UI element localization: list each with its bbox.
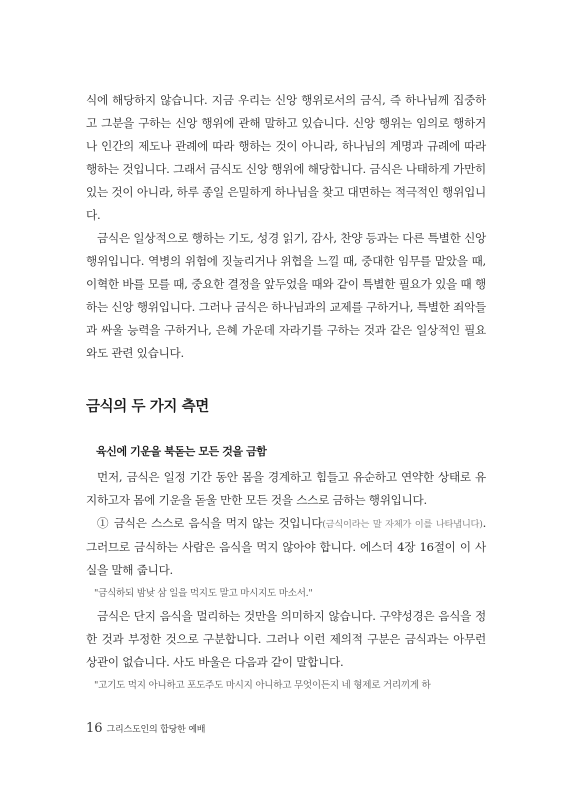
page-number: 16 bbox=[86, 721, 103, 736]
body-text-top bbox=[86, 89, 486, 365]
paragraph-4-main: ① 금식은 스스로 음식을 먹지 않는 것입니다 bbox=[97, 516, 323, 530]
section-heading: 금식의 두 가지 측면 bbox=[86, 399, 209, 415]
body-text-bottom bbox=[86, 466, 486, 697]
sub-heading: 육신에 기운을 북돋는 모든 것을 금함 bbox=[96, 445, 267, 458]
paragraph-4-note: (금식이라는 말 자체가 이를 나타냅니다) bbox=[322, 519, 483, 530]
paragraph-2: 금식은 일상적으로 행하는 기도, 성경 읽기, 감사, 찬양 등과는 다른 특별한 신앙 행위입니다. 역병의 위험에 짓눌리거나 위협을 느낄 때, 중대한 임무를 맡았을 때, 이혁한 바를 모를 때, 중요한 결정을 앞두었을 때와 같이 특별한 필요가 있을 때 행하는 신앙 행위입니다. 그러나 금식은 하나님과의 교제를 구하거나, 특별한 죄악들과 싸울 능력을 구하거나, 은혜 가운데 자라기를 구하는 것과 같은 일상적인 필요와도 관련 있습니다. bbox=[86, 231, 486, 360]
paragraph-4 bbox=[86, 512, 486, 582]
paragraph-1: 식에 해당하지 않습니다. 지금 우리는 신앙 행위로서의 금식, 즉 하나님께 집중하고 그분을 구하는 신앙 행위에 관해 말하고 있습니다. 신앙 행위는 임의로 행하거나 인간의 제도나 관례에 따라 행하는 것이 아니라, 하나님의 계명과 규례에 따라 행하는 것입니다. 그래서 금식도 신앙 행위에 해당합니다. 금식은 나태하게 가만히 있는 것이 아니라, 하루 종일 은밀하게 하나님을 찾고 대면하는 적극적인 행위입니다. bbox=[86, 93, 486, 222]
paragraph-3: 먼저, 금식은 일정 기간 동안 몸을 경계하고 힘들고 유순하고 연약한 상태로 유지하고자 몸에 기운을 돋울 만한 모든 것을 스스로 금하는 행위입니다. bbox=[86, 470, 486, 507]
scripture-quote-2: "고기도 먹지 아니하고 포도주도 마시지 아니하고 무엇이든지 네 형제로 거리끼게 하 bbox=[94, 680, 431, 691]
paragraph-4-rest: . 그러므로 금식하는 사람은 음식을 먹지 않아야 합니다. 에스더 4장 16절이 이 사실을 말해 줍니다. bbox=[86, 516, 486, 577]
book-title: 그리스도인의 합당한 예배 bbox=[106, 725, 206, 735]
paragraph-5: 금식은 단지 음식을 멀리하는 것만을 의미하지 않습니다. 구약성경은 음식을 정한 것과 부정한 것으로 구분합니다. 그러나 이런 제의적 구분은 금식과는 아무런 상관이 없습니다. 사도 바울은 다음과 같이 말합니다. bbox=[86, 609, 486, 669]
scripture-quote-1: "금식하되 밤낮 삼 일을 먹지도 말고 마시지도 마소서." bbox=[94, 588, 313, 599]
page-footer bbox=[86, 717, 205, 736]
